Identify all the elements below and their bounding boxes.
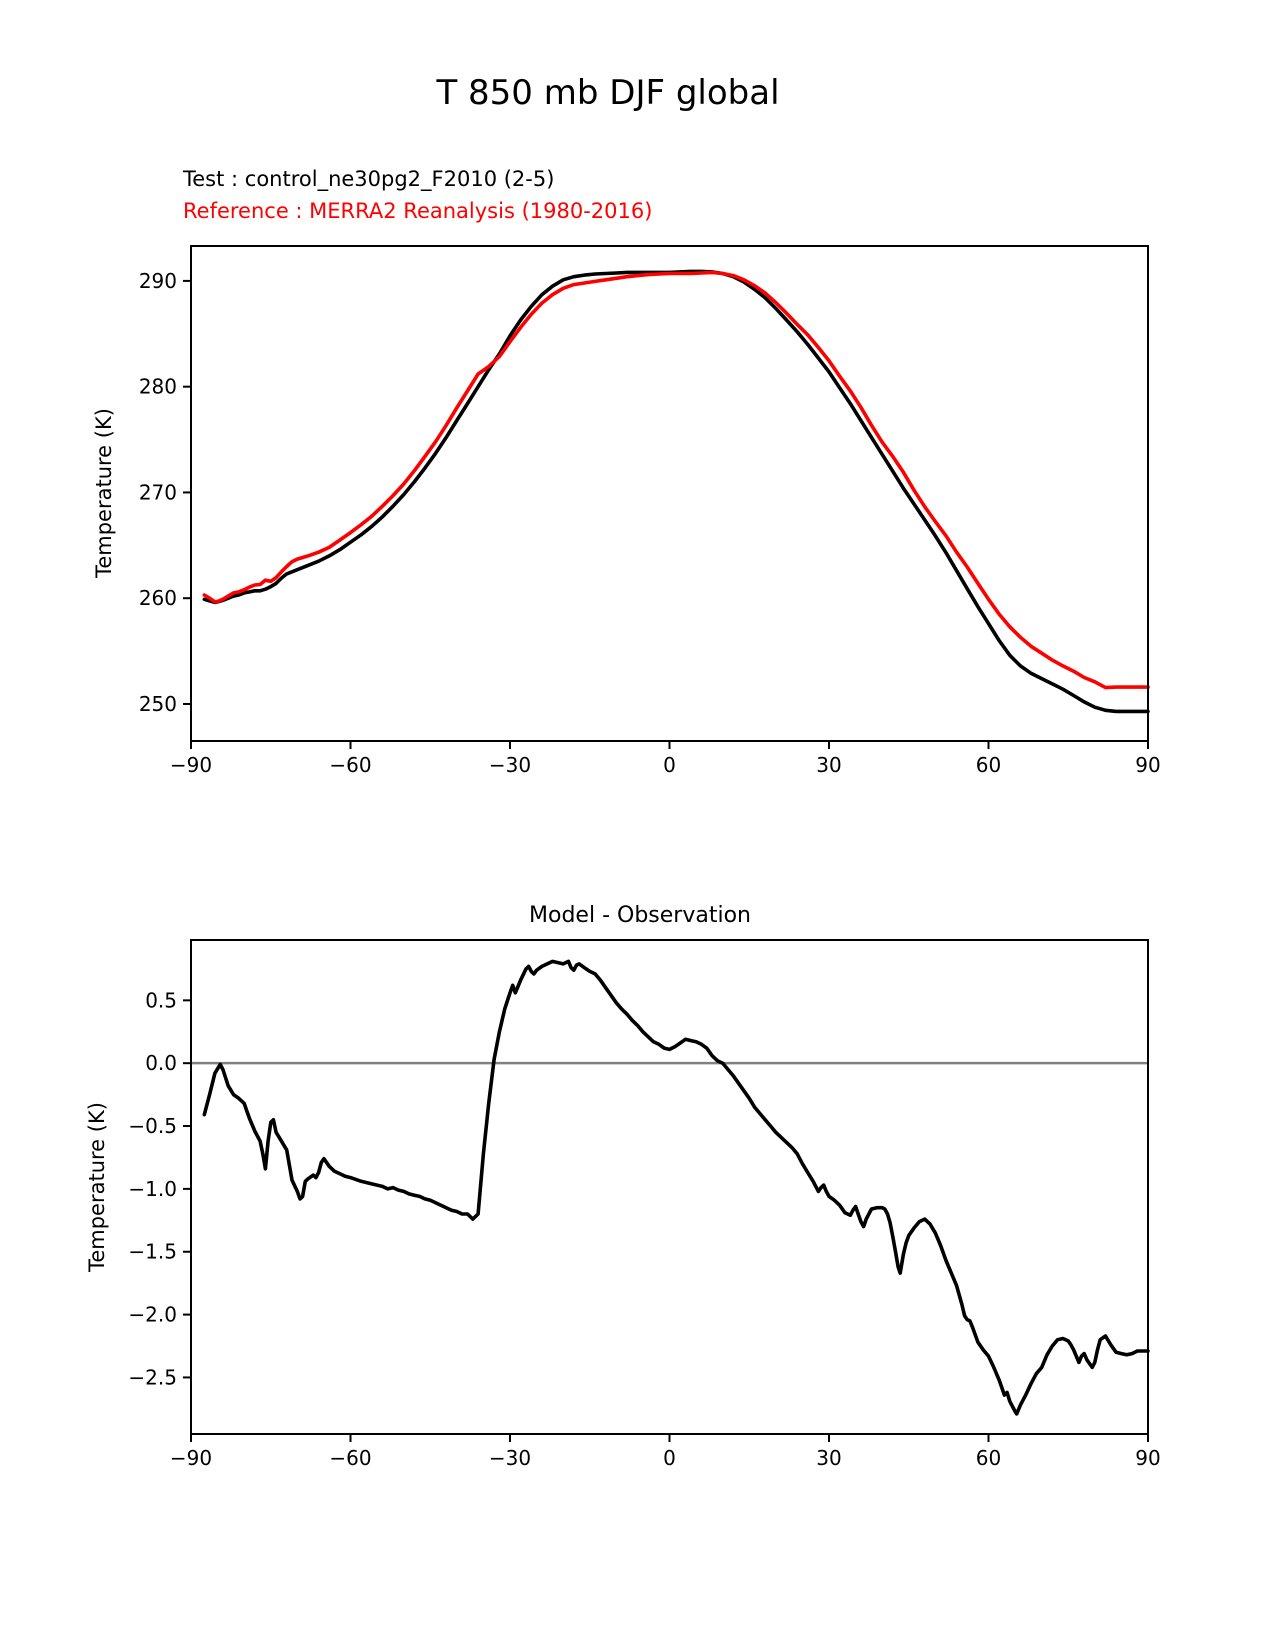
bottom-chart-x-tick-label: −30 <box>488 1446 532 1470</box>
figure-title: T 850 mb DJF global <box>436 73 780 113</box>
top-chart-y-tick-label: 250 <box>138 691 177 716</box>
bottom-chart-x-tick-label: −90 <box>169 1446 213 1470</box>
top-chart-x-tick-label: −30 <box>488 753 532 777</box>
top-chart-y-tick-label: 260 <box>138 586 177 611</box>
top-chart-y-tick-label: 280 <box>138 374 177 399</box>
bottom-chart-title: Model - Observation <box>529 903 751 928</box>
top-chart-y-tick-label: 270 <box>138 480 177 505</box>
difference-curve <box>204 961 1148 1414</box>
top-chart-x-tick-label: 30 <box>816 753 842 777</box>
bottom-chart-y-tick-label: −1.0 <box>128 1176 177 1201</box>
top-chart-x-tick-label: −90 <box>169 753 213 777</box>
top-chart-x-tick-label: 90 <box>1135 753 1161 777</box>
top-chart-y-tick-label: 290 <box>138 268 177 293</box>
bottom-chart-x-tick-label: 30 <box>816 1446 842 1470</box>
bottom-chart-x-tick-label: 60 <box>975 1446 1002 1470</box>
bottom-chart-x-tick-label: −60 <box>329 1446 372 1470</box>
bottom-chart-spines <box>191 940 1148 1434</box>
top-chart-x-tick-label: 60 <box>975 753 1002 777</box>
test-curve <box>204 271 1148 711</box>
top-chart-spines <box>191 246 1148 741</box>
top-chart-y-axis-label: Temperature (K) <box>92 408 116 578</box>
legend-test-label: Test : control_ne30pg2_F2010 (2-5) <box>183 167 555 191</box>
bottom-chart-y-tick-label: −0.5 <box>128 1114 177 1139</box>
top-chart-x-tick-label: −60 <box>329 753 372 777</box>
legend-reference-label: Reference : MERRA2 Reanalysis (1980-2016) <box>183 199 653 223</box>
bottom-chart-y-tick-label: −1.5 <box>128 1239 177 1264</box>
bottom-chart-x-tick-label: 90 <box>1135 1446 1161 1470</box>
bottom-chart-y-tick-label: 0.0 <box>145 1051 177 1076</box>
bottom-chart-x-tick-label: 0 <box>663 1446 676 1470</box>
bottom-chart-y-tick-label: −2.5 <box>128 1365 177 1390</box>
bottom-chart-y-axis-label: Temperature (K) <box>85 1102 109 1272</box>
reference-curve <box>204 272 1148 687</box>
bottom-chart-y-tick-label: 0.5 <box>145 988 177 1013</box>
bottom-chart-y-tick-label: −2.0 <box>128 1302 177 1327</box>
top-chart-x-tick-label: 0 <box>663 753 676 777</box>
